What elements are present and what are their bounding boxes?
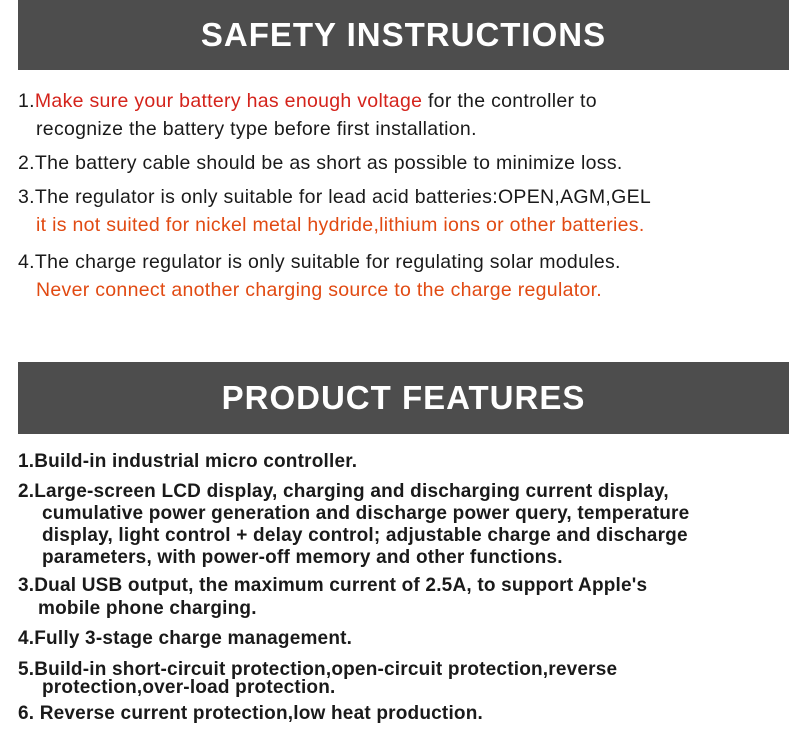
safety-heading-text: SAFETY INSTRUCTIONS — [200, 16, 607, 53]
safety-item-3-warning: it is not suited for nickel metal hydride,lithium ions or other batteries. — [36, 214, 645, 236]
feature-item-1: 1.Build-in industrial micro controller. — [18, 451, 358, 472]
safety-item-4-warning: Never connect another charging source to the charge regulator. — [36, 279, 603, 301]
feature-item-3-line-2: mobile phone charging. — [38, 598, 257, 619]
safety-item-3-line-1: 3.The regulator is only suitable for lead acid batteries:OPEN,AGM,GEL — [18, 186, 652, 208]
feature-item-2-line-2: cumulative power generation and discharge power query, temperature — [42, 503, 690, 524]
safety-item-4-line-1: 4.The charge regulator is only suitable for regulating solar modules. — [18, 251, 621, 273]
safety-instructions-heading — [18, 0, 789, 70]
feature-item-2-line-3: display, light control + delay control; adjustable charge and discharge — [42, 525, 688, 546]
safety-item-2: 2.The battery cable should be as short as possible to minimize loss. — [18, 152, 623, 174]
feature-item-4: 4.Fully 3-stage charge management. — [18, 628, 353, 649]
safety-item-1-highlight: Make sure your battery has enough voltage — [34, 90, 423, 112]
safety-item-1-number: 1. — [18, 90, 35, 112]
feature-item-6: 6. Reverse current protection,low heat production. — [18, 703, 484, 724]
safety-item-1-rest: for the controller to — [422, 90, 597, 112]
feature-item-3-line-1: 3.Dual USB output, the maximum current of 2.5A, to support Apple's — [18, 575, 648, 596]
features-heading-text: PRODUCT FEATURES — [221, 379, 586, 416]
product-features-heading — [18, 362, 789, 434]
safety-item-1-line-2: recognize the battery type before first installation. — [36, 118, 477, 140]
feature-item-2-line-1: 2.Large-screen LCD display, charging and discharging current display, — [18, 481, 669, 502]
feature-item-2-line-4: parameters, with power-off memory and other functions. — [42, 547, 563, 568]
feature-item-5-line-1: 5.Build-in short-circuit protection,open-circuit protection,reverse — [18, 659, 618, 680]
safety-item-1-line-1 — [18, 90, 597, 113]
feature-item-5-line-2: protection,over-load protection. — [42, 677, 336, 698]
